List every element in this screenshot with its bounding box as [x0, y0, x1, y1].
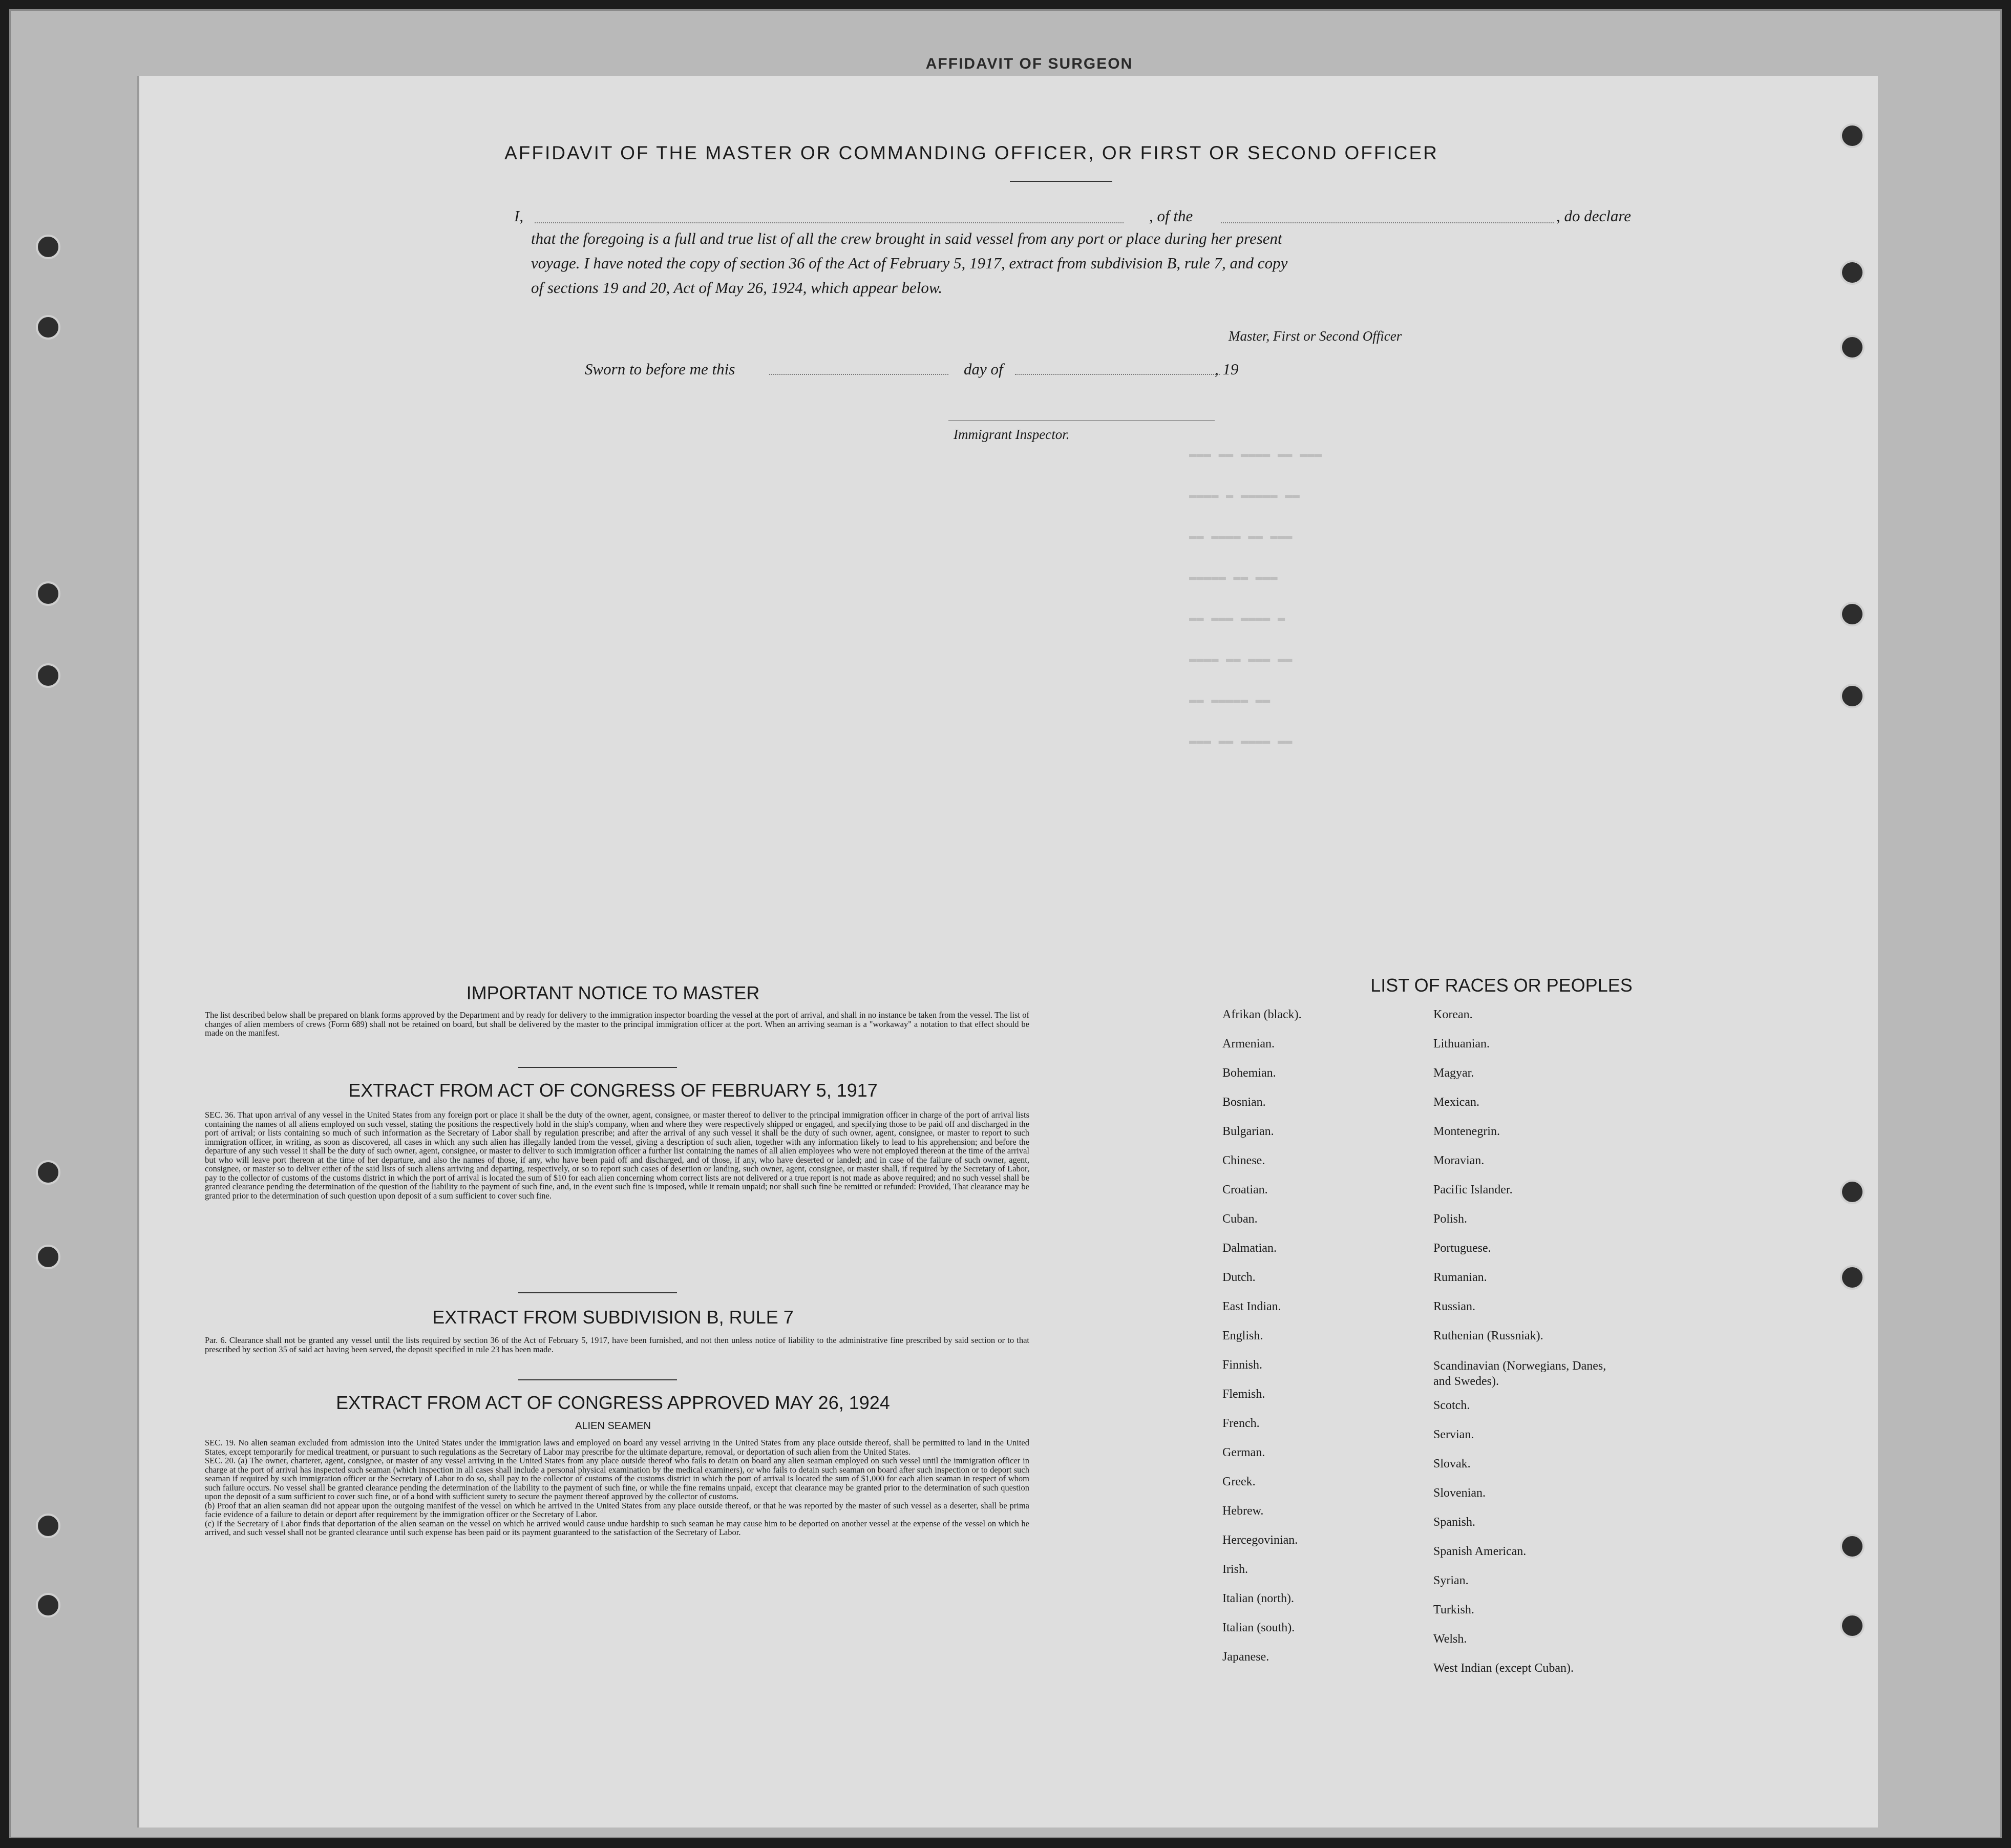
- declaration-line-4: of sections 19 and 20, Act of May 26, 1924, which appear below.: [531, 279, 943, 297]
- notice-divider: [518, 1067, 677, 1068]
- race-item: Cuban.: [1222, 1212, 1258, 1226]
- race-item: Italian (south).: [1222, 1621, 1295, 1634]
- binder-hole: [1840, 335, 1865, 360]
- binder-hole: [36, 1593, 60, 1618]
- race-item: Croatian.: [1222, 1183, 1268, 1196]
- sworn-label: Sworn to before me this: [585, 360, 735, 378]
- race-item: Armenian.: [1222, 1037, 1275, 1051]
- sec20b-text: (b) Proof that an alien seaman did not appear upon the outgoing manifest of the vessel on which he arrived in the United States from any place outside thereof, or that he was reported by the master of such vessel as a deserter, shall be prima facie evidence of a failure to detain or deport after requirement by the immigration officer or the Secretary of Labor.: [205, 1500, 1029, 1519]
- inspector-label: Immigrant Inspector.: [954, 427, 1070, 442]
- vessel-field[interactable]: [1221, 222, 1554, 223]
- race-item: Syrian.: [1433, 1574, 1469, 1587]
- race-item: Hercegovinian.: [1222, 1534, 1298, 1547]
- form-sheet: [139, 76, 1878, 1828]
- binder-hole: [36, 235, 60, 259]
- races-left-column: [1222, 1008, 1417, 1679]
- race-item: Lithuanian.: [1433, 1037, 1490, 1051]
- race-item: Afrikan (black).: [1222, 1008, 1302, 1021]
- name-field[interactable]: [535, 222, 1124, 223]
- sec19-text: SEC. 19. No alien seaman excluded from admission into the United States under the immigration laws and employed on board any vessel arriving in the United States from any place outside thereof, shall be permitted to land in the United States, except temporarily for medical treatment, or pursuant to such regulations as the Secretary of Labor may prescribe for the ultimate departure, removal, or deportation of such alien from the United States.: [205, 1438, 1029, 1457]
- binder-hole: [1840, 684, 1865, 708]
- race-item: Slovenian.: [1433, 1486, 1486, 1500]
- race-item: Bulgarian.: [1222, 1125, 1274, 1138]
- do-declare-label: , do declare: [1556, 207, 1632, 225]
- race-item: German.: [1222, 1446, 1265, 1459]
- race-item: Magyar.: [1433, 1066, 1474, 1080]
- races-heading: LIST OF RACES OR PEOPLES: [1370, 975, 1633, 996]
- declaration-line-1: [514, 205, 1666, 227]
- rule7-heading: EXTRACT FROM SUBDIVISION B, RULE 7: [432, 1307, 794, 1328]
- sec20c-text: (c) If the Secretary of Labor finds that deportation of the alien seaman on the vessel on which he arrived would cause undue hardship to such seaman he may cause him to be deported on another vessel at the expense of the vessel on which he arrived, and such vessel shall not be granted clearance until such expense has been paid or its payment guaranteed to the satisfaction of the Secretary of Labor.: [205, 1518, 1029, 1537]
- binder-hole: [36, 1160, 60, 1185]
- race-item: Irish.: [1222, 1563, 1248, 1576]
- race-item: Finnish.: [1222, 1358, 1263, 1372]
- extract-1917-divider: [518, 1292, 677, 1293]
- extract-1924-heading: EXTRACT FROM ACT OF CONGRESS APPROVED MAY 26, 1924: [336, 1392, 890, 1413]
- race-item: Russian.: [1433, 1300, 1476, 1313]
- binder-hole: [1840, 260, 1865, 285]
- binder-hole: [1840, 1613, 1865, 1638]
- rule7-divider: [518, 1379, 677, 1380]
- extract-1917-text: SEC. 36. That upon arrival of any vessel in the United States from any foreign port or place it shall be the duty of the owner, agent, consignee, or master thereof to deliver to the principal immigration officer in charge of the port of arrival lists containing the names of all aliens employed on such vessel, stating the positions the respectively hold in the ship's company, when and where they were respectively shipped or engaged, and specifying those to be paid off and discharged in the port of arrival; or lists containing so much of such information as the Secretary of Labor shall by regulation prescribe; and after the arrival of any such vessel it shall be the duty of such owner, agent, consignee, or master to report to such immigration officer, in writing, as soon as discovered, all cases in which any such alien has illegally landed from the vessel, giving a description of such alien, together with any information likely to lead to his apprehension; and before the departure of any such vessel it shall be the duty of such owner, agent, consignee, or master to deliver to such immigration officer a further list containing the names of all alien employees who were not employed thereon at the time of the arrival but who will leave port thereon at the time of her departure, and also the names of those, if any, who have been paid off and discharged, and of those, if any, who have deserted or landed; and in case of the failure of such owner, agent, consignee, or master so to deliver either of the said lists of such aliens arriving and departing, respectively, or so to report such cases of desertion or landing, such owner, agent, consignee, or master shall, if required by the Secretary of Labor, pay to the collector of customs of the customs district in which the port of arrival is located the sum of $10 for each alien concerning whom correct lists are not delivered or a true report is not made as above required; and no such vessel shall be granted clearance pending the determination of the question of the liability to the payment of such fine, and, in the event such fine is imposed, while it remain unpaid; nor shall such fine be remitted or refunded: Provided, That clearance may be granted prior to the determination of such question upon deposit of a sum sufficient to cover such fine.: [205, 1110, 1029, 1201]
- sec20a-text: SEC. 20. (a) The owner, charterer, agent, consignee, or master of any vessel arriving in the United States from any place outside thereof who fails to detain on board any alien seaman employed on such vessel until the immigration officer in charge at the port of arrival has inspected such seaman (which inspection in all cases shall include a personal physical examination by the medical examiners), or who fails to detain such seaman on board after such inspection or to deport such seaman if required by such immigration officer or the Secretary of Labor to do so, shall pay to the collector of customs of the customs district in which the port of arrival is located the sum of $1,000 for each alien seaman in respect of whom such failure occurs. No vessel shall be granted clearance pending the determination of the liability to the payment of such fine, or while the fine remains unpaid, except that clearance may be granted prior to the determination of such question upon the deposit of a sum sufficient to cover such fine, or of a bond with sufficient surety to secure the payment thereof approved by the collector of customs.: [205, 1456, 1029, 1501]
- race-item: Bohemian.: [1222, 1066, 1276, 1080]
- back-sheet-title: AFFIDAVIT OF SURGEON: [925, 55, 1133, 72]
- binder-hole: [1840, 1534, 1865, 1559]
- race-item: Dalmatian.: [1222, 1242, 1277, 1255]
- race-item: Mexican.: [1433, 1096, 1479, 1109]
- sworn-month-field[interactable]: [1015, 374, 1220, 375]
- race-item: Polish.: [1433, 1212, 1468, 1226]
- extract-1917-heading: EXTRACT FROM ACT OF CONGRESS OF FEBRUARY 5, 1917: [348, 1080, 878, 1101]
- binder-hole: [1840, 1265, 1865, 1290]
- race-item: Spanish.: [1433, 1516, 1476, 1529]
- day-of-label: day of: [964, 360, 1003, 378]
- race-item: Rumanian.: [1433, 1271, 1487, 1284]
- race-item: Slovak.: [1433, 1457, 1471, 1471]
- rule7-text: Par. 6. Clearance shall not be granted any vessel until the lists required by section 36 of the Act of February 5, 1917, have been furnished, and not then unless notice of liability to the administrative fine prescribed by said section or to that prescribed by section 35 of said act having been served, the deposit specified in rule 23 has been made.: [205, 1335, 1029, 1354]
- binder-hole: [36, 1245, 60, 1269]
- race-item: Chinese.: [1222, 1154, 1265, 1167]
- race-item: Spanish American.: [1433, 1545, 1527, 1558]
- declaration-line-3: voyage. I have noted the copy of section 36 of the Act of February 5, 1917, extract from subdivision B, rule 7, and copy: [531, 254, 1288, 272]
- binder-hole: [36, 663, 60, 688]
- race-item: Flemish.: [1222, 1388, 1265, 1401]
- binder-hole: [1840, 602, 1865, 626]
- notice-heading: IMPORTANT NOTICE TO MASTER: [466, 982, 760, 1003]
- race-item: Dutch.: [1222, 1271, 1256, 1284]
- race-item: West Indian (except Cuban).: [1433, 1662, 1574, 1675]
- binder-hole: [1840, 1180, 1865, 1204]
- inspector-signature-line: [948, 420, 1215, 421]
- race-item: Moravian.: [1433, 1154, 1485, 1167]
- binder-hole: [36, 1514, 60, 1538]
- year-label: , 19: [1215, 360, 1239, 378]
- race-item: Pacific Islander.: [1433, 1183, 1513, 1196]
- sworn-day-field[interactable]: [769, 374, 948, 375]
- race-item: Turkish.: [1433, 1603, 1474, 1616]
- master-signature-label: Master, First or Second Officer: [1229, 328, 1402, 344]
- race-item: Greek.: [1222, 1475, 1256, 1488]
- race-item: Montenegrin.: [1433, 1125, 1500, 1138]
- extract-1924-subheading: ALIEN SEAMEN: [575, 1420, 651, 1432]
- bleed-through: ▬▬▬ ▬▬ ▬▬▬▬ ▬▬ ▬▬▬ ▬▬▬▬ ▬ ▬▬▬▬▬ ▬▬ ▬▬ ▬▬▬▬ ▬▬ ▬▬▬ ▬▬▬▬▬ ▬▬ ▬▬▬ ▬▬ ▬▬▬ ▬▬▬▬ ▬ ▬▬▬▬ ▬▬ ▬▬▬ ▬▬ ▬▬ ▬▬▬▬▬ ▬▬ ▬▬▬ ▬▬ ▬▬▬▬ ▬▬: [1189, 448, 1322, 748]
- affidavit-title: AFFIDAVIT OF THE MASTER OR COMMANDING OFFICER, OR FIRST OR SECOND OFFICER: [504, 142, 1438, 163]
- race-item: French.: [1222, 1417, 1260, 1430]
- race-item: Portuguese.: [1433, 1242, 1491, 1255]
- extract-1924-text: [205, 1438, 1029, 1537]
- title-underline: [1010, 181, 1112, 182]
- binder-hole: [1840, 123, 1865, 148]
- race-item: Japanese.: [1222, 1650, 1269, 1664]
- race-item: Bosnian.: [1222, 1096, 1266, 1109]
- race-item: Italian (north).: [1222, 1592, 1294, 1605]
- race-item: Scandinavian (Norwegians, Danes, and Swedes).: [1433, 1359, 1606, 1388]
- race-item: English.: [1222, 1329, 1263, 1342]
- of-the-label: , of the: [1149, 207, 1193, 225]
- race-item: Servian.: [1433, 1428, 1474, 1441]
- race-item: Scotch.: [1433, 1399, 1470, 1412]
- race-item: Ruthenian (Russniak).: [1433, 1329, 1543, 1342]
- race-item: Welsh.: [1433, 1632, 1467, 1646]
- declaration-line-2: that the foregoing is a full and true list of all the crew brought in said vessel from any port or place during her present: [531, 229, 1282, 247]
- i-label: I,: [514, 207, 524, 225]
- race-item: Hebrew.: [1222, 1504, 1264, 1518]
- races-right-column: [1433, 1008, 1648, 1691]
- race-item: East Indian.: [1222, 1300, 1281, 1313]
- binder-hole: [36, 315, 60, 340]
- race-item: Korean.: [1433, 1008, 1473, 1021]
- binder-hole: [36, 581, 60, 606]
- notice-text: The list described below shall be prepared on blank forms approved by the Department and by ready for delivery to the immigration inspector boarding the vessel at the port of arrival, and shall in no instance be taken from the vessel. The list of changes of alien members of crews (Form 689) shall not be retained on board, but shall be delivered by the master to the principal immigration officer at the port. When an arriving seaman is a "workaway" a notation to that effect should be made on the manifest.: [205, 1010, 1029, 1038]
